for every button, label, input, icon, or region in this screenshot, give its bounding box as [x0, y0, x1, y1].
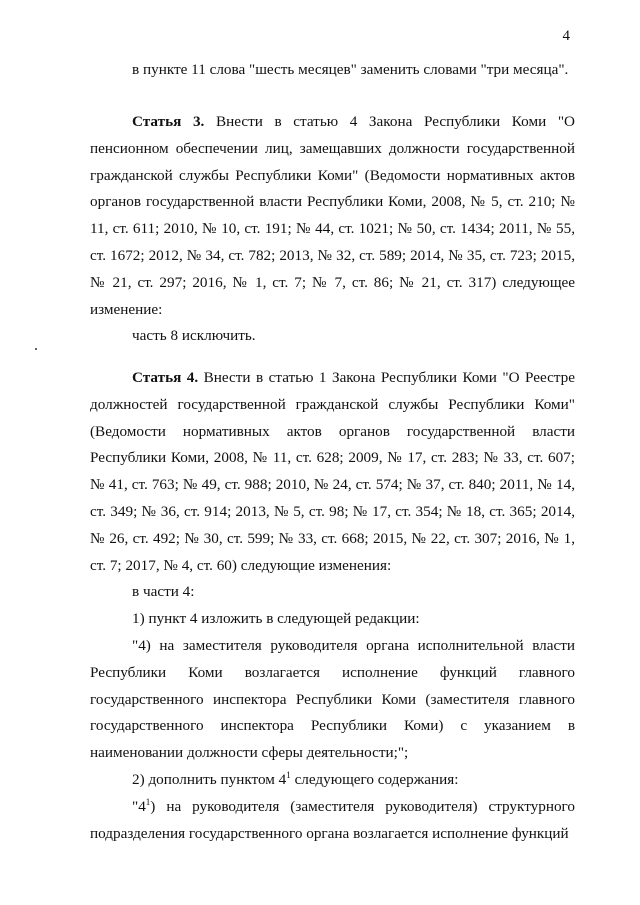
item-2-text-end: следующего содержания:	[290, 770, 459, 788]
article-3-paragraph	[90, 109, 575, 323]
article-4-paragraph	[90, 365, 575, 579]
article-4-part: в части 4:	[132, 583, 195, 601]
quote-2-superscript: 1	[145, 796, 151, 807]
article-3-body: Внести в статью 4 Закона Республики Коми "О пенсионном обеспечении лиц, замещавших должности государственной гражданской службы Республики Коми" (Ведомости нормативных актов органов государственной власти Республики Коми, 2008, № 5, ст. 210; № 11, ст. 611; 2010, № 10, ст. 191; № 44, ст. 1021; № 50, ст. 1434; 2011, № 55, ст. 1672; 2012, № 34, ст. 782; 2013, № 32, ст. 589; 2014, № 35, ст. 723; 2015, № 21, ст. 297; 2016, № 1, ст. 7; № 7, ст. 86; № 21, ст. 317) следующее изменение:	[90, 113, 575, 318]
item-2-superscript: 1	[286, 769, 291, 780]
article-4-quote-1: "4) на заместителя руководителя органа исполнительной власти Республики Коми возлагается исполнение функций главного государственного инспектора Республики Коми (заместителя главного государственного инспектора Республики Коми) с указанием в наименовании должности сферы деятельности;";	[90, 636, 575, 762]
quote-2-text: "4	[132, 797, 146, 815]
scan-speck	[35, 348, 37, 350]
article-4-quote-2	[90, 794, 575, 848]
article-4-body: Внести в статью 1 Закона Республики Коми "О Реестре должностей государственной гражданской службы Республики Коми" (Ведомости нормативных актов органов государственной власти Республики Коми, 2008, № 11, ст. 628; 2009, № 17, ст. 283; № 33, ст. 607; № 41, ст. 763; № 49, ст. 988; 2010, № 24, ст. 574; № 37, ст. 840; 2011, № 14, ст. 349; № 36, ст. 914; 2013, № 5, ст. 98; № 17, ст. 354; № 18, ст. 365; 2014, № 26, ст. 492; № 30, ст. 599; № 33, ст. 668; 2015, № 22, ст. 307; 2016, № 1, ст. 7; 2017, № 4, ст. 60) следующие изменения:	[90, 369, 576, 574]
article-4-heading: Статья 4.	[132, 369, 199, 386]
p1-block	[90, 57, 575, 84]
quote-2-text-end: ) на руководителя (заместителя руководителя) структурного подразделения государственного органа возлагается исполнение функций	[90, 797, 575, 842]
item-2-text: 2) дополнить пунктом 4	[132, 770, 287, 788]
paragraph-1: в пункте 11 слова "шесть месяцев" заменить словами "три месяца".	[132, 61, 569, 78]
article-4	[90, 365, 575, 847]
article-3-heading: Статья 3.	[132, 113, 205, 130]
page-number: 4	[562, 28, 570, 44]
article-3	[90, 109, 575, 350]
article-4-item-1: 1) пункт 4 изложить в следующей редакции:	[132, 610, 420, 628]
article-4-item-2	[90, 767, 575, 794]
article-3-item: часть 8 исключить.	[132, 327, 256, 345]
